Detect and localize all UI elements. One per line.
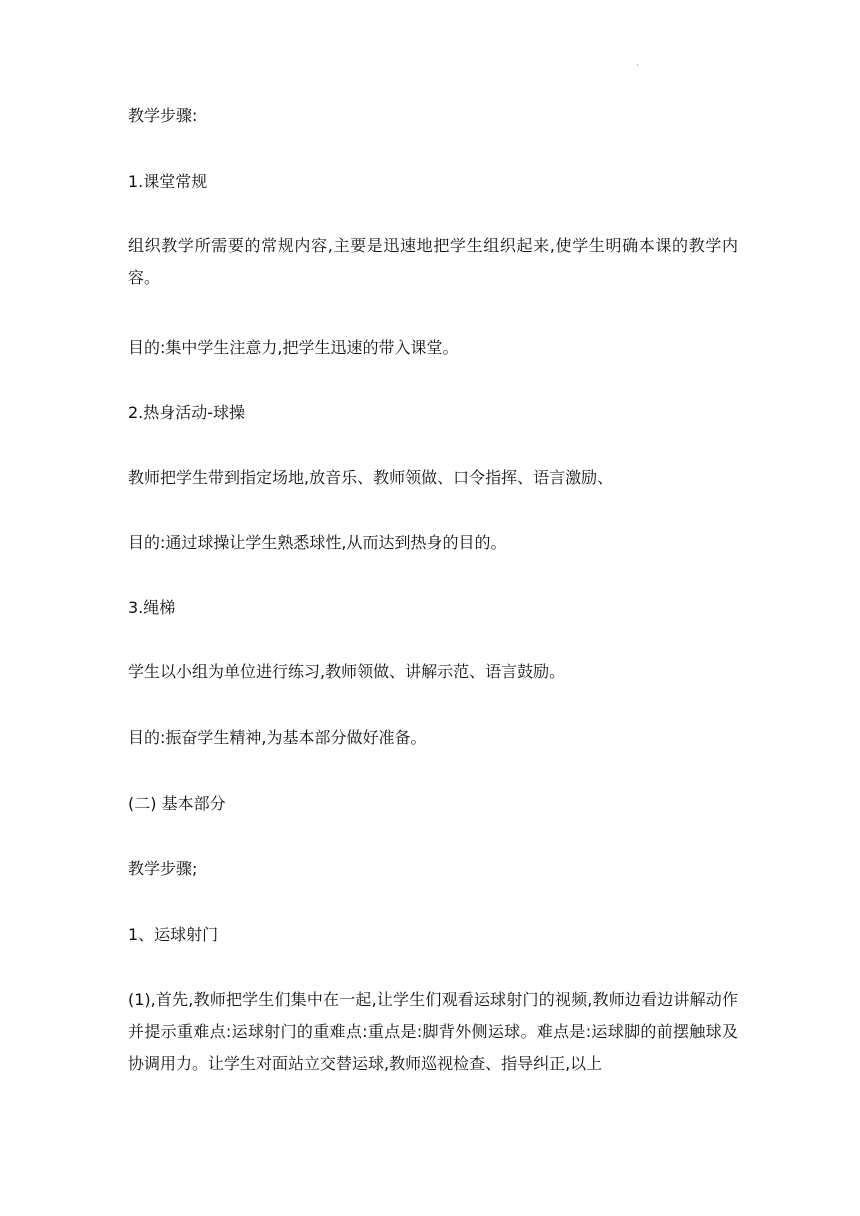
paragraph-dribble-shoot-content: (1),首先,教师把学生们集中在一起,让学生们观看运球射门的视频,教师边看边讲解动作并提示重难点:运球射门的重难点:重点是:脚背外侧运球。难点是:运球脚的前摆触球及协调用力。让学生对面站立交替运球,教师巡视检查、指导纠正,以上 [128,990,738,1073]
paragraph-section-1-purpose: 目的:集中学生注意力,把学生迅速的带入课堂。 [128,338,459,357]
paragraph-section-3-purpose: 目的:振奋学生精神,为基本部分做好准备。 [128,728,427,747]
paragraph-basic-teaching-steps: 教学步骤; [128,859,198,878]
paragraph-section-3-content: 学生以小组为单位进行练习,教师领做、讲解示范、语言鼓励。 [128,662,566,681]
paragraph-teaching-steps-heading: 教学步骤: [128,106,198,125]
paragraph-section-2-content: 教师把学生带到指定场地,放音乐、教师领做、口令指挥、语言激励、 [128,468,614,487]
paragraph-section-3-heading: 3.绳梯 [128,598,176,617]
paragraph-section-2-purpose: 目的:通过球操让学生熟悉球性,从而达到热身的目的。 [128,533,507,552]
header-mark: · [636,61,639,70]
paragraph-dribble-shoot-heading: 1、运球射门 [128,925,219,944]
paragraph-section-1-content: 组织教学所需要的常规内容,主要是迅速地把学生组织起来,使学生明确本课的教学内容。 [128,236,738,287]
paragraph-section-2-heading: 2.热身活动-球操 [128,403,246,422]
paragraph-section-1-heading: 1.课堂常规 [128,172,208,191]
paragraph-basic-part-heading: (二) 基本部分 [128,794,226,813]
